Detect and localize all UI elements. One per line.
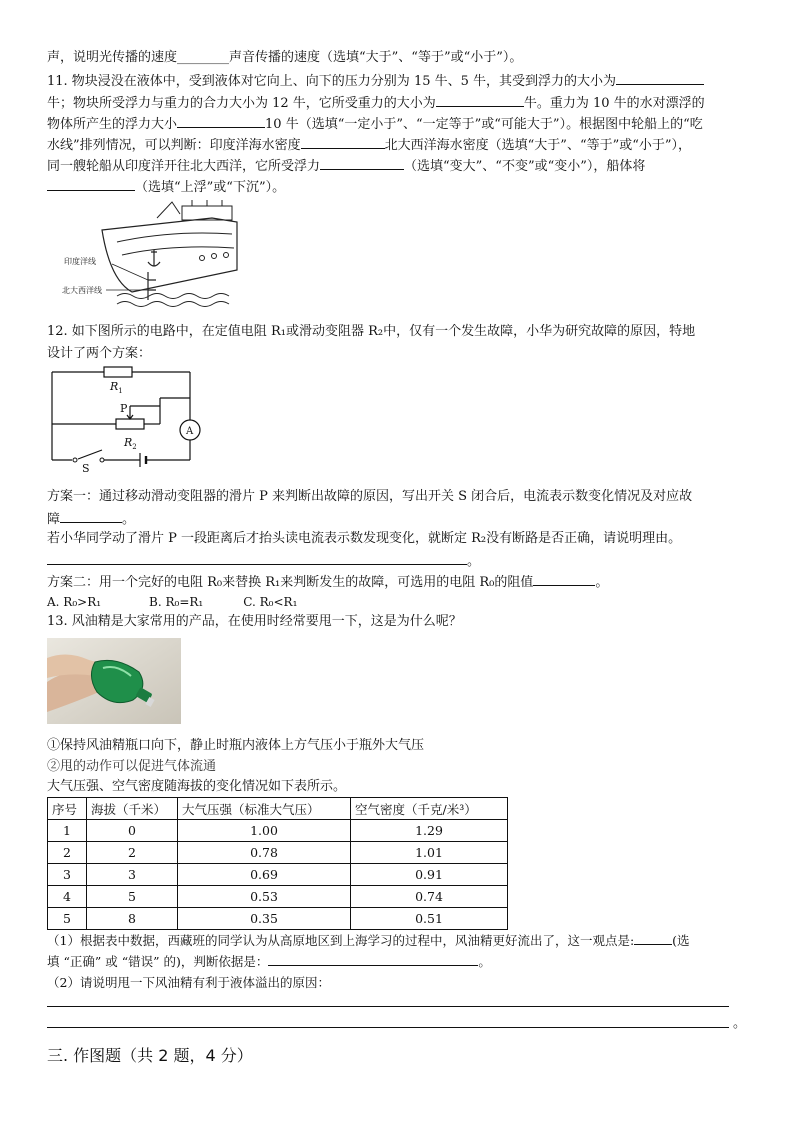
r2-label: R [124, 436, 133, 449]
col-header: 大气压强（标准大气压） [178, 798, 351, 820]
indian-ocean-label: 印度洋线 [64, 257, 96, 266]
q10-tail: 声，说明光传播的速度________声音传播的速度（选填“大于”、“等于”或“小于”）。 [47, 50, 523, 65]
col-header: 空气密度（千克/米³） [351, 798, 508, 820]
q13-note2: ②甩的动作可以促进气体流通 [47, 759, 217, 774]
q13-sub1-cont: 填 “正确” 或 “错误” 的)，判断依据是： 。 [47, 951, 491, 972]
switch-s-label: S [82, 462, 90, 474]
option-a: A. R₀>R₁ [47, 595, 102, 609]
svg-text:R2: $R_2$ [124, 436, 137, 451]
table-row: 1 0 1.00 1.29 [48, 820, 508, 842]
answer-line [47, 1006, 729, 1007]
q12-plan1: 方案一：通过移动滑动变阻器的滑片 P 来判断出故障的原因，写出开关 S 闭合后，电流表示数变化情况及对应故 [47, 489, 693, 504]
section-heading: 三. 作图题（共 2 题，4 分） [47, 1046, 253, 1065]
slider-p-label: P [120, 402, 128, 415]
table-row: 5 8 0.35 0.51 [48, 908, 508, 930]
ammeter-label: A [186, 426, 194, 437]
q12-plan2: 方案二：用一个完好的电阻 R₀来替换 R₁来判断发生的故障，可选用的电阻 R₀的阻值 。 [47, 571, 608, 593]
svg-text:R1: $R_1$ [110, 380, 123, 395]
q13-note1: ①保持风油精瓶口向下，静止时瓶内液体上方气压小于瓶外大气压 [47, 738, 425, 753]
q13-line1: 13. 风油精是大家常用的产品，在使用时经常要甩一下，这是为什么呢？ [47, 614, 462, 629]
table-row: 3 3 0.69 0.91 [48, 864, 508, 886]
q11-line3: 物体所产生的浮力大小 10 牛（选填“一定小于”、“一定等于”或“可能大于”）。根据图中轮船上的“吃 [47, 113, 703, 135]
col-header: 序号 [48, 798, 87, 820]
table-row: 2 2 0.78 1.01 [48, 842, 508, 864]
oil-bottle-photo [47, 638, 181, 724]
table-caption: 大气压强、空气密度随海拔的变化情况如下表所示。 [47, 779, 347, 794]
r1-label: R [110, 380, 119, 393]
circuit-diagram [44, 362, 204, 474]
ship-waterline-figure [62, 200, 252, 310]
altitude-table [47, 797, 508, 930]
atlantic-label: 北大西洋线 [62, 286, 102, 295]
q12-plan1-cont: 障 。 [47, 508, 135, 530]
answer-line [47, 1027, 729, 1028]
option-c: C. R₀<R₁ [243, 595, 298, 609]
answer-period: 。 [733, 1016, 747, 1031]
q12-plan1-reason: 若小华同学动了滑片 P 一段距离后才抬头读电流表示数发现变化，就断定 R₂没有断路是否正确，请说明理由。 [47, 531, 682, 546]
q13-sub1: （1）根据表中数据，西藏班的同学认为从高原地区到上海学习的过程中，风油精更好流出了，这一观点是: (选 [47, 930, 690, 951]
table-header-row [48, 798, 508, 820]
q13-sub2: （2）请说明甩一下风油精有利于液体溢出的原因： [47, 975, 330, 990]
q11-line4: 水线”排列情况，可以判断：印度洋海水密度 北大西洋海水密度（选填“大于”、“等于”或“小于”）， [47, 134, 691, 156]
q11-line2: 牛；物块所受浮力与重力的合力大小为 12 牛，它所受重力的大小为 牛。重力为 10 牛的水对漂浮的 [47, 92, 705, 114]
q12-reason-blank: 。 [47, 550, 480, 572]
q12-line2: 设计了两个方案： [47, 346, 152, 361]
option-b: B. R₀=R₁ [149, 595, 204, 609]
q11-line6: （选填“上浮”或“下沉”）。 [47, 176, 285, 198]
q11-line1: 11. 物块浸没在液体中，受到液体对它向上、向下的压力分别为 15 牛、5 牛，其受到浮力的大小为 [47, 70, 704, 92]
q12-options [47, 592, 297, 612]
q12-line1: 12. 如下图所示的电路中，在定值电阻 R₁或滑动变阻器 R₂中，仅有一个发生故障，小华为研究故障的原因，特地 [47, 324, 696, 339]
q11-line5: 同一艘轮船从印度洋开往北大西洋，它所受浮力 （选填“变大”、“不变”或“变小”），船体将 [47, 155, 645, 177]
table-row: 4 5 0.53 0.74 [48, 886, 508, 908]
col-header: 海拔（千米） [87, 798, 178, 820]
